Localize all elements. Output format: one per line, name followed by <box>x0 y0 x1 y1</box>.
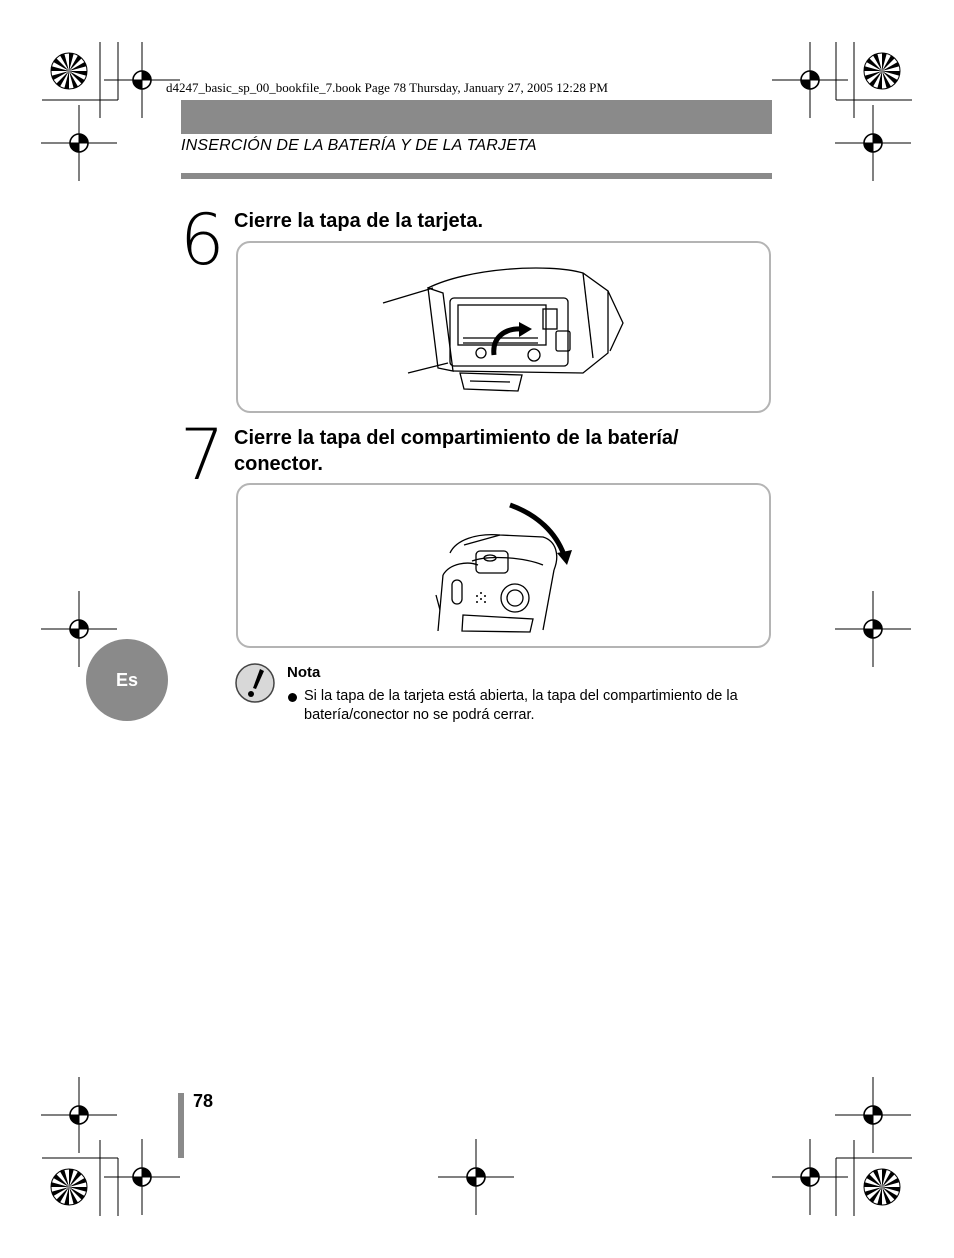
step-7-number: 7 <box>180 414 225 496</box>
card-cover-illustration <box>238 243 769 411</box>
step-7-title-line-1: Cierre la tapa del compartimiento de la batería/ <box>234 427 679 449</box>
step-6-number: 6 <box>180 199 225 281</box>
page-number: 78 <box>193 1091 214 1111</box>
note-label: Nota <box>287 664 321 681</box>
bullet-icon <box>288 693 297 702</box>
page-number-bar <box>178 1093 184 1158</box>
step-7-illustration-frame <box>236 483 771 648</box>
exclamation-note-icon <box>234 662 276 704</box>
language-tab-es: Es <box>86 639 168 721</box>
step-6-illustration-frame <box>236 241 771 413</box>
section-divider <box>181 173 772 179</box>
step-6-title: Cierre la tapa de la tarjeta. <box>234 210 484 232</box>
header-bar <box>181 100 772 134</box>
battery-cover-illustration <box>238 485 769 646</box>
print-job-info: d4247_basic_sp_00_bookfile_7.book Page 78 Thursday, January 27, 2005 12:28 PM <box>166 80 608 95</box>
step-7-title-line-2: conector. <box>234 453 323 475</box>
note-text: Si la tapa de la tarjeta está abierta, la tapa del compartimiento de la batería/conector no se podrá cerrar. <box>304 688 738 723</box>
section-title: INSERCIÓN DE LA BATERÍA Y DE LA TARJETA <box>181 137 537 154</box>
